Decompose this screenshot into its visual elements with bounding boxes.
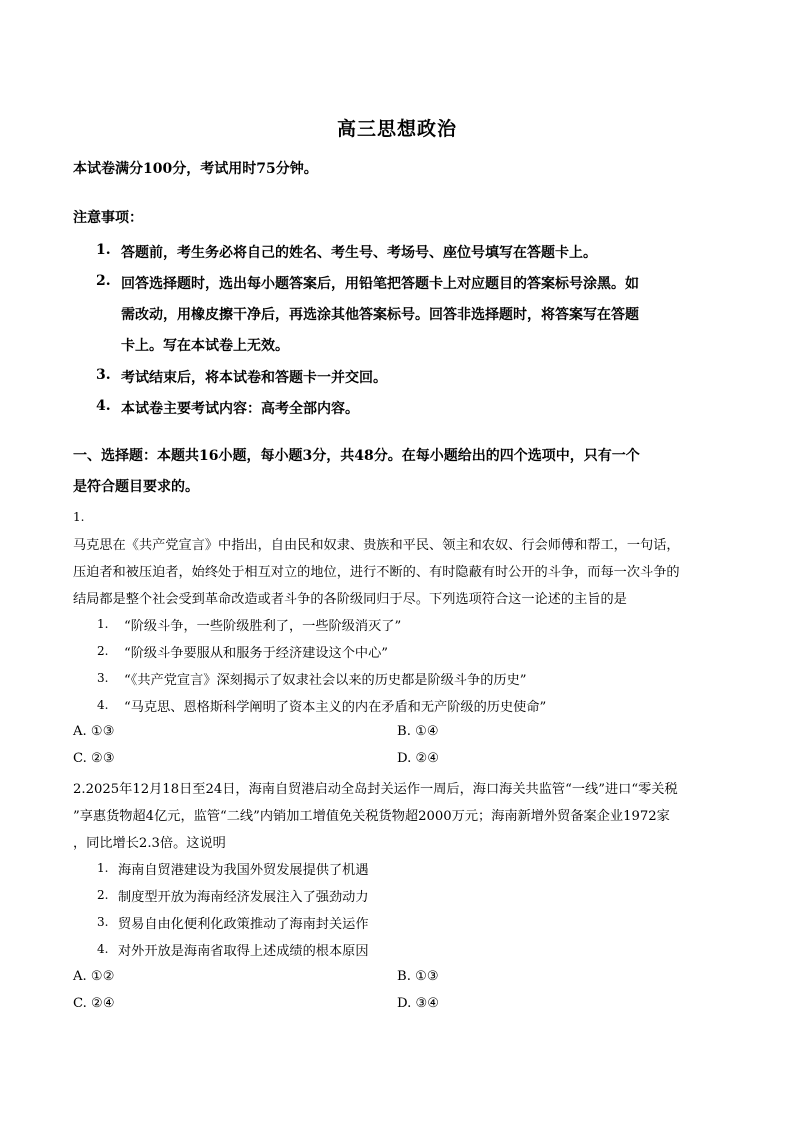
note-text: 卡上。写在本试卷上无效。 — [121, 338, 289, 354]
statement-text: 贸易自由化便利化政策推动了海南封关运作 — [118, 917, 369, 932]
statement-text: “阶级斗争，一些阶级胜利了，一些阶级消灭了” — [124, 619, 402, 634]
note-number: 4. — [96, 398, 111, 414]
question-number: 1. — [73, 510, 85, 524]
note-number: 2. — [96, 273, 111, 289]
statement-text: “《共产党宣言》深刻揭示了奴隶社会以来的历史都是阶级斗争的历史” — [124, 673, 527, 688]
exam-intro: 本试卷满分100分，考试用时75分钟。 — [73, 161, 318, 177]
note-text: 答题前，考生务必将自己的姓名、考生号、考场号、座位号填写在答题卡上。 — [121, 245, 597, 261]
question-stem: 2.2025年12月18日至24日，海南自贸港启动全岛封关运作一周后，海口海关共监管“一线”进口“零关税 — [73, 782, 678, 797]
note-number: 1. — [96, 242, 111, 258]
notes-heading: 注意事项： — [73, 210, 143, 226]
option-b[interactable]: B. ①④ — [397, 724, 439, 739]
option-c[interactable]: C. ②③ — [73, 751, 115, 766]
page-title: 高三思想政治 — [336, 118, 457, 140]
statement-text: “马克思、恩格斯科学阐明了资本主义的内在矛盾和无产阶级的历史使命” — [124, 700, 547, 715]
option-d[interactable]: D. ②④ — [397, 751, 440, 766]
question-stem: ，同比增长2.3倍。这说明 — [73, 836, 226, 851]
option-a[interactable]: A. ①② — [73, 969, 115, 984]
section-heading: 一、选择题：本题共16小题，每小题3分，共48分。在每小题给出的四个选项中，只有一个 — [73, 448, 640, 464]
note-text: 考试结束后，将本试卷和答题卡一并交回。 — [121, 370, 387, 386]
note-number: 3. — [96, 367, 111, 383]
option-a[interactable]: A. ①③ — [73, 724, 115, 739]
statement-number: 3. — [97, 915, 109, 929]
statement-number: 2. — [97, 888, 109, 902]
statement-number: 1. — [97, 861, 109, 875]
statement-text: 海南自贸港建设为我国外贸发展提供了机遇 — [118, 863, 369, 878]
statement-number: 3. — [97, 671, 109, 685]
option-b[interactable]: B. ①③ — [397, 969, 439, 984]
question-stem: 压迫者和被压迫者，始终处于相互对立的地位，进行不断的、有时隐蔽有时公开的斗争，而每一次斗争的 — [73, 565, 680, 580]
question-stem: 结局都是整个社会受到革命改造或者斗争的各阶级同归于尽。下列选项符合这一论述的主旨的是 — [73, 592, 627, 607]
section-heading: 是符合题目要求的。 — [73, 479, 199, 495]
option-c[interactable]: C. ②④ — [73, 996, 115, 1011]
statement-number: 2. — [97, 644, 109, 658]
statement-text: 对外开放是海南省取得上述成绩的根本原因 — [118, 944, 369, 959]
statement-text: “阶级斗争要服从和服务于经济建设这个中心” — [124, 646, 389, 661]
option-d[interactable]: D. ③④ — [397, 996, 440, 1011]
question-stem: 马克思在《共产党宣言》中指出，自由民和奴隶、贵族和平民、领主和农奴、行会师傅和帮工，一句话， — [73, 538, 680, 553]
statement-number: 1. — [97, 617, 109, 631]
question-stem: ”享惠货物超4亿元，监管“二线”内销加工增值免关税货物超2000万元；海南新增外贸备案企业1972家 — [73, 809, 670, 824]
statement-text: 制度型开放为海南经济发展注入了强劲动力 — [118, 890, 369, 905]
note-text: 回答选择题时，选出每小题答案后，用铅笔把答题卡上对应题目的答案标号涂黑。如 — [121, 276, 639, 292]
statement-number: 4. — [97, 698, 109, 712]
statement-number: 4. — [97, 942, 109, 956]
note-text: 本试卷主要考试内容：高考全部内容。 — [121, 401, 359, 417]
note-text: 需改动，用橡皮擦干净后，再选涂其他答案标号。回答非选择题时，将答案写在答题 — [121, 307, 639, 323]
